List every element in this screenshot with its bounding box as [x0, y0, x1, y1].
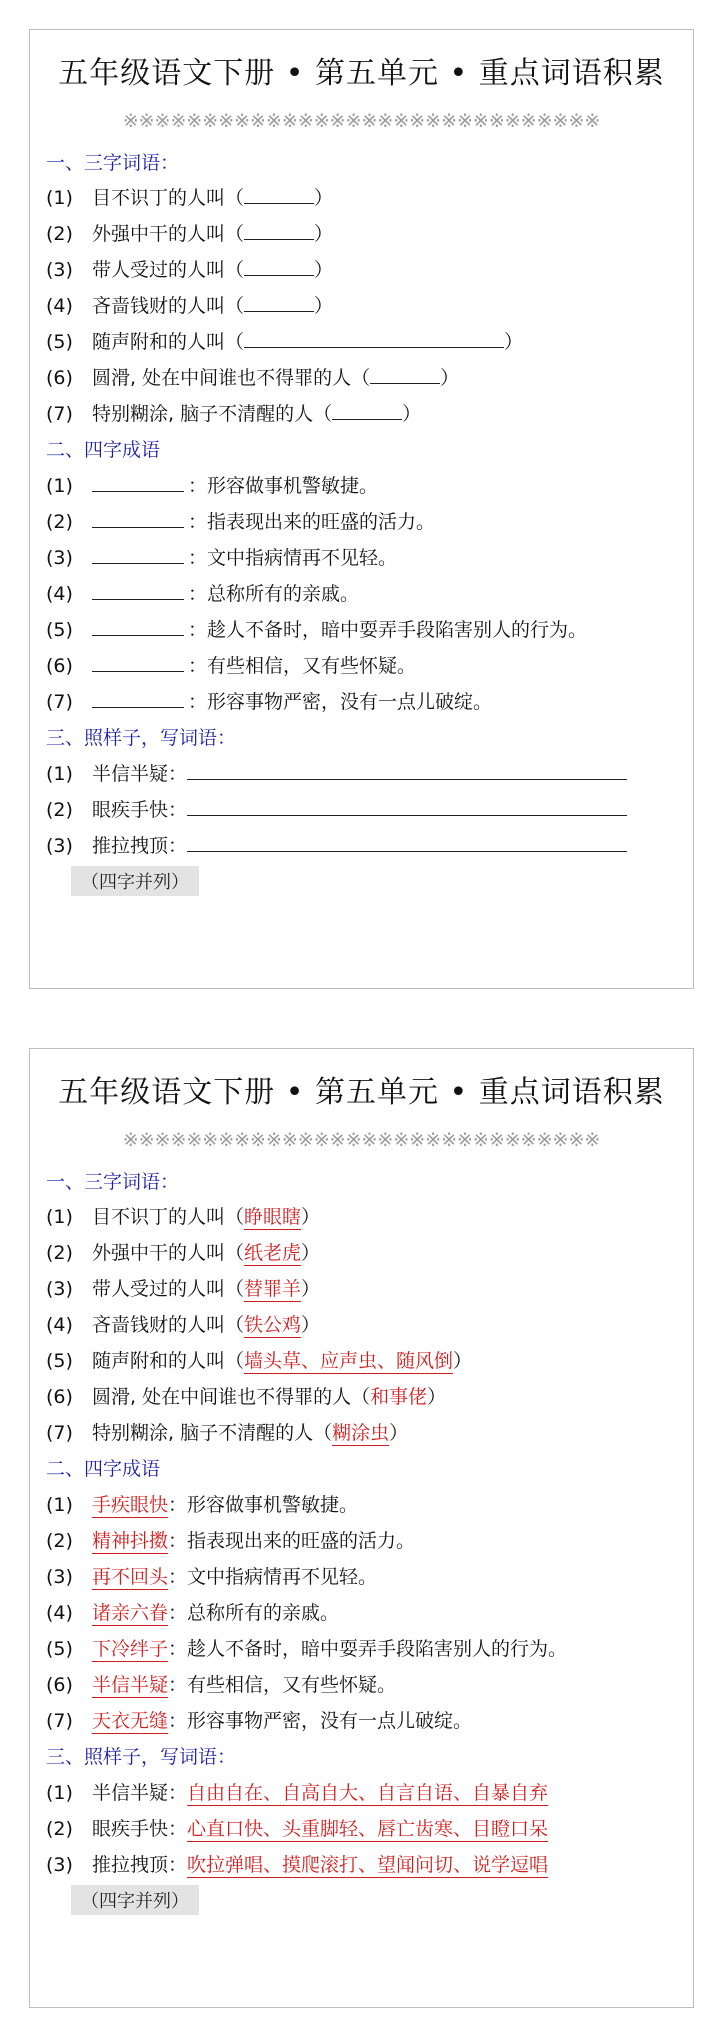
answer-text: 铁公鸡 — [244, 1310, 301, 1338]
item-number: (6) — [46, 1386, 73, 1408]
item-text: 推拉拽顶： — [92, 835, 188, 857]
answer-blank[interactable] — [187, 795, 627, 816]
decorative-divider: ※※※※※※※※※※※※※※※※※※※※※※※※※※※※※※ — [122, 1129, 601, 1151]
item-text: 外强中干的人叫（ — [92, 223, 245, 245]
item-close: ） — [440, 367, 460, 389]
list-item — [46, 1598, 677, 1626]
list-item — [46, 1346, 677, 1374]
item-close: ） — [314, 187, 334, 209]
list-item — [46, 363, 677, 390]
item-text: ：有些相信，又有些怀疑。 — [168, 1674, 397, 1696]
list-item — [46, 1490, 677, 1518]
list-item — [46, 255, 677, 282]
answer-text: 吹拉弹唱、摸爬滚打、望闻问切、说学逗唱 — [187, 1850, 548, 1878]
answer-blank[interactable] — [92, 507, 184, 528]
item-text: 半信半疑： — [92, 763, 188, 785]
item-number: (2) — [46, 799, 73, 821]
answer-blank[interactable] — [92, 543, 184, 564]
item-number: (1) — [46, 475, 73, 497]
item-text: ：指表现出来的旺盛的活力。 — [188, 511, 436, 533]
item-number: (1) — [46, 1494, 73, 1516]
list-item — [46, 399, 677, 426]
item-text: 推拉拽顶： — [92, 1854, 188, 1876]
answer-blank[interactable] — [92, 651, 184, 672]
list-item — [46, 1526, 677, 1554]
item-close: ） — [301, 1278, 321, 1300]
list-item — [46, 1382, 677, 1409]
item-close: ） — [504, 331, 524, 353]
list-item — [46, 1634, 677, 1662]
item-number: (5) — [46, 1638, 73, 1660]
answer-blank[interactable] — [187, 831, 627, 852]
item-text: ：形容做事机警敏捷。 — [188, 475, 379, 497]
item-text: ：指表现出来的旺盛的活力。 — [168, 1530, 416, 1552]
answer-text: 半信半疑 — [92, 1670, 168, 1698]
item-number: (6) — [46, 367, 73, 389]
item-text: ：形容事物严密，没有一点儿破绽。 — [188, 691, 493, 713]
list-item — [46, 831, 677, 858]
item-number: (2) — [46, 1530, 73, 1552]
section2-heading: 二、四字成语 — [46, 1458, 161, 1480]
item-number: (7) — [46, 403, 73, 425]
list-item — [46, 1814, 677, 1842]
decorative-divider: ※※※※※※※※※※※※※※※※※※※※※※※※※※※※※※ — [122, 110, 601, 132]
answer-blank[interactable] — [92, 615, 184, 636]
answer-text: 手疾眼快 — [92, 1490, 168, 1518]
item-text: 随声附和的人叫（ — [92, 331, 245, 353]
item-text: ：形容事物严密，没有一点儿破绽。 — [168, 1710, 473, 1732]
answer-text: 自由自在、自高自大、自言自语、自暴自弃 — [187, 1778, 548, 1806]
list-item — [46, 1850, 677, 1878]
item-text: 特别糊涂, 脑子不清醒的人（ — [92, 403, 333, 425]
item-number: (6) — [46, 1674, 73, 1696]
answer-blank[interactable] — [244, 291, 314, 312]
item-text: 带人受过的人叫（ — [92, 259, 245, 281]
answer-text: 糊涂虫 — [332, 1418, 389, 1446]
item-number: (3) — [46, 1854, 73, 1876]
answer-text: 心直口快、头重脚轻、唇亡齿寒、目瞪口呆 — [187, 1814, 548, 1842]
item-close: ） — [427, 1386, 447, 1408]
list-item — [46, 1670, 677, 1698]
item-number: (3) — [46, 547, 73, 569]
item-number: (2) — [46, 1818, 73, 1840]
item-number: (2) — [46, 223, 73, 245]
item-number: (1) — [46, 1782, 73, 1804]
item-number: (6) — [46, 655, 73, 677]
answer-text: 睁眼瞎 — [244, 1202, 301, 1230]
list-item — [46, 507, 677, 534]
list-item — [46, 579, 677, 606]
list-item — [46, 183, 677, 210]
answer-text: 天衣无缝 — [92, 1706, 168, 1734]
page-title: 五年级语文下册 • 第五单元 • 重点词语积累 — [58, 1075, 665, 1110]
answer-text: 再不回头 — [92, 1562, 168, 1590]
item-text: ：形容做事机警敏捷。 — [168, 1494, 359, 1516]
list-item — [46, 543, 677, 570]
item-text: 吝啬钱财的人叫（ — [92, 295, 245, 317]
list-item — [46, 1778, 677, 1806]
item-number: (1) — [46, 187, 73, 209]
item-number: (3) — [46, 1566, 73, 1588]
item-text: 圆滑, 处在中间谁也不得罪的人（ — [92, 1386, 371, 1408]
answer-text: 替罪羊 — [244, 1274, 301, 1302]
item-number: (2) — [46, 1242, 73, 1264]
item-close: ） — [453, 1350, 473, 1372]
item-close: ） — [402, 403, 422, 425]
list-item — [46, 1706, 677, 1734]
answer-blank[interactable] — [332, 399, 402, 420]
hint-badge: （四字并列） — [71, 866, 199, 896]
list-item — [46, 471, 677, 498]
answer-text: 诸亲六眷 — [92, 1598, 168, 1626]
item-close: ） — [314, 223, 334, 245]
list-item — [46, 1310, 677, 1338]
answer-text: 和事佬 — [370, 1386, 428, 1408]
list-item — [46, 291, 677, 318]
list-item — [46, 651, 677, 678]
item-text: 目不识丁的人叫（ — [92, 187, 245, 209]
item-number: (3) — [46, 1278, 73, 1300]
item-close: ） — [301, 1242, 321, 1264]
list-item — [46, 687, 677, 714]
answer-blank[interactable] — [92, 471, 184, 492]
list-item — [46, 759, 677, 786]
item-number: (4) — [46, 583, 73, 605]
answer-blank[interactable] — [92, 579, 184, 600]
section1-heading: 一、三字词语： — [46, 1171, 180, 1193]
item-text: 眼疾手快： — [92, 1818, 188, 1840]
worksheet-card-blank — [29, 29, 694, 989]
item-close: ） — [301, 1206, 321, 1228]
item-text: ：总称所有的亲戚。 — [168, 1602, 340, 1624]
item-text: 眼疾手快： — [92, 799, 188, 821]
item-text: ：文中指病情再不见轻。 — [188, 547, 398, 569]
section2-heading: 二、四字成语 — [46, 439, 161, 461]
item-number: (5) — [46, 331, 73, 353]
item-close: ） — [301, 1314, 321, 1336]
item-text: ：文中指病情再不见轻。 — [168, 1566, 378, 1588]
item-number: (5) — [46, 619, 73, 641]
item-text: 随声附和的人叫（ — [92, 1350, 245, 1372]
section3-heading: 三、照样子，写词语： — [46, 1746, 237, 1768]
item-text: 目不识丁的人叫（ — [92, 1206, 245, 1228]
item-text: ：有些相信，又有些怀疑。 — [188, 655, 417, 677]
item-number: (5) — [46, 1350, 73, 1372]
item-text: ：趁人不备时，暗中耍弄手段陷害别人的行为。 — [168, 1638, 568, 1660]
page-title: 五年级语文下册 • 第五单元 • 重点词语积累 — [58, 56, 665, 91]
item-number: (3) — [46, 259, 73, 281]
item-number: (4) — [46, 1314, 73, 1336]
item-text: 外强中干的人叫（ — [92, 1242, 245, 1264]
answer-text: 墙头草、应声虫、随风倒 — [244, 1346, 453, 1374]
answer-blank[interactable] — [244, 327, 504, 348]
item-close: ） — [314, 295, 334, 317]
item-number: (7) — [46, 691, 73, 713]
answer-blank[interactable] — [92, 687, 184, 708]
answer-blank[interactable] — [370, 363, 440, 384]
answer-text: 下冷绊子 — [92, 1634, 168, 1662]
item-text: 特别糊涂, 脑子不清醒的人（ — [92, 1422, 333, 1444]
item-number: (2) — [46, 511, 73, 533]
list-item — [46, 1418, 677, 1446]
list-item — [46, 795, 677, 822]
item-number: (1) — [46, 1206, 73, 1228]
item-number: (4) — [46, 295, 73, 317]
item-close: ） — [389, 1422, 409, 1444]
item-close: ） — [314, 259, 334, 281]
answer-blank[interactable] — [244, 183, 314, 204]
item-text: ：趁人不备时，暗中耍弄手段陷害别人的行为。 — [188, 619, 588, 641]
section3-heading: 三、照样子，写词语： — [46, 727, 237, 749]
item-number: (7) — [46, 1710, 73, 1732]
list-item — [46, 327, 677, 354]
item-number: (1) — [46, 763, 73, 785]
worksheet-card-answers — [29, 1048, 694, 2008]
item-number: (4) — [46, 1602, 73, 1624]
item-number: (7) — [46, 1422, 73, 1444]
item-number: (3) — [46, 835, 73, 857]
item-text: 圆滑, 处在中间谁也不得罪的人（ — [92, 367, 371, 389]
hint-badge: （四字并列） — [71, 1885, 199, 1915]
list-item — [46, 219, 677, 246]
section1-heading: 一、三字词语： — [46, 152, 180, 174]
item-text: ：总称所有的亲戚。 — [188, 583, 360, 605]
list-item — [46, 1238, 677, 1266]
list-item — [46, 1202, 677, 1230]
answer-text: 纸老虎 — [244, 1238, 301, 1266]
answer-blank[interactable] — [244, 255, 314, 276]
item-text: 半信半疑： — [92, 1782, 188, 1804]
answer-text: 精神抖擞 — [92, 1526, 168, 1554]
item-text: 吝啬钱财的人叫（ — [92, 1314, 245, 1336]
list-item — [46, 1274, 677, 1302]
answer-blank[interactable] — [244, 219, 314, 240]
list-item — [46, 615, 677, 642]
answer-blank[interactable] — [187, 759, 627, 780]
list-item — [46, 1562, 677, 1590]
item-text: 带人受过的人叫（ — [92, 1278, 245, 1300]
